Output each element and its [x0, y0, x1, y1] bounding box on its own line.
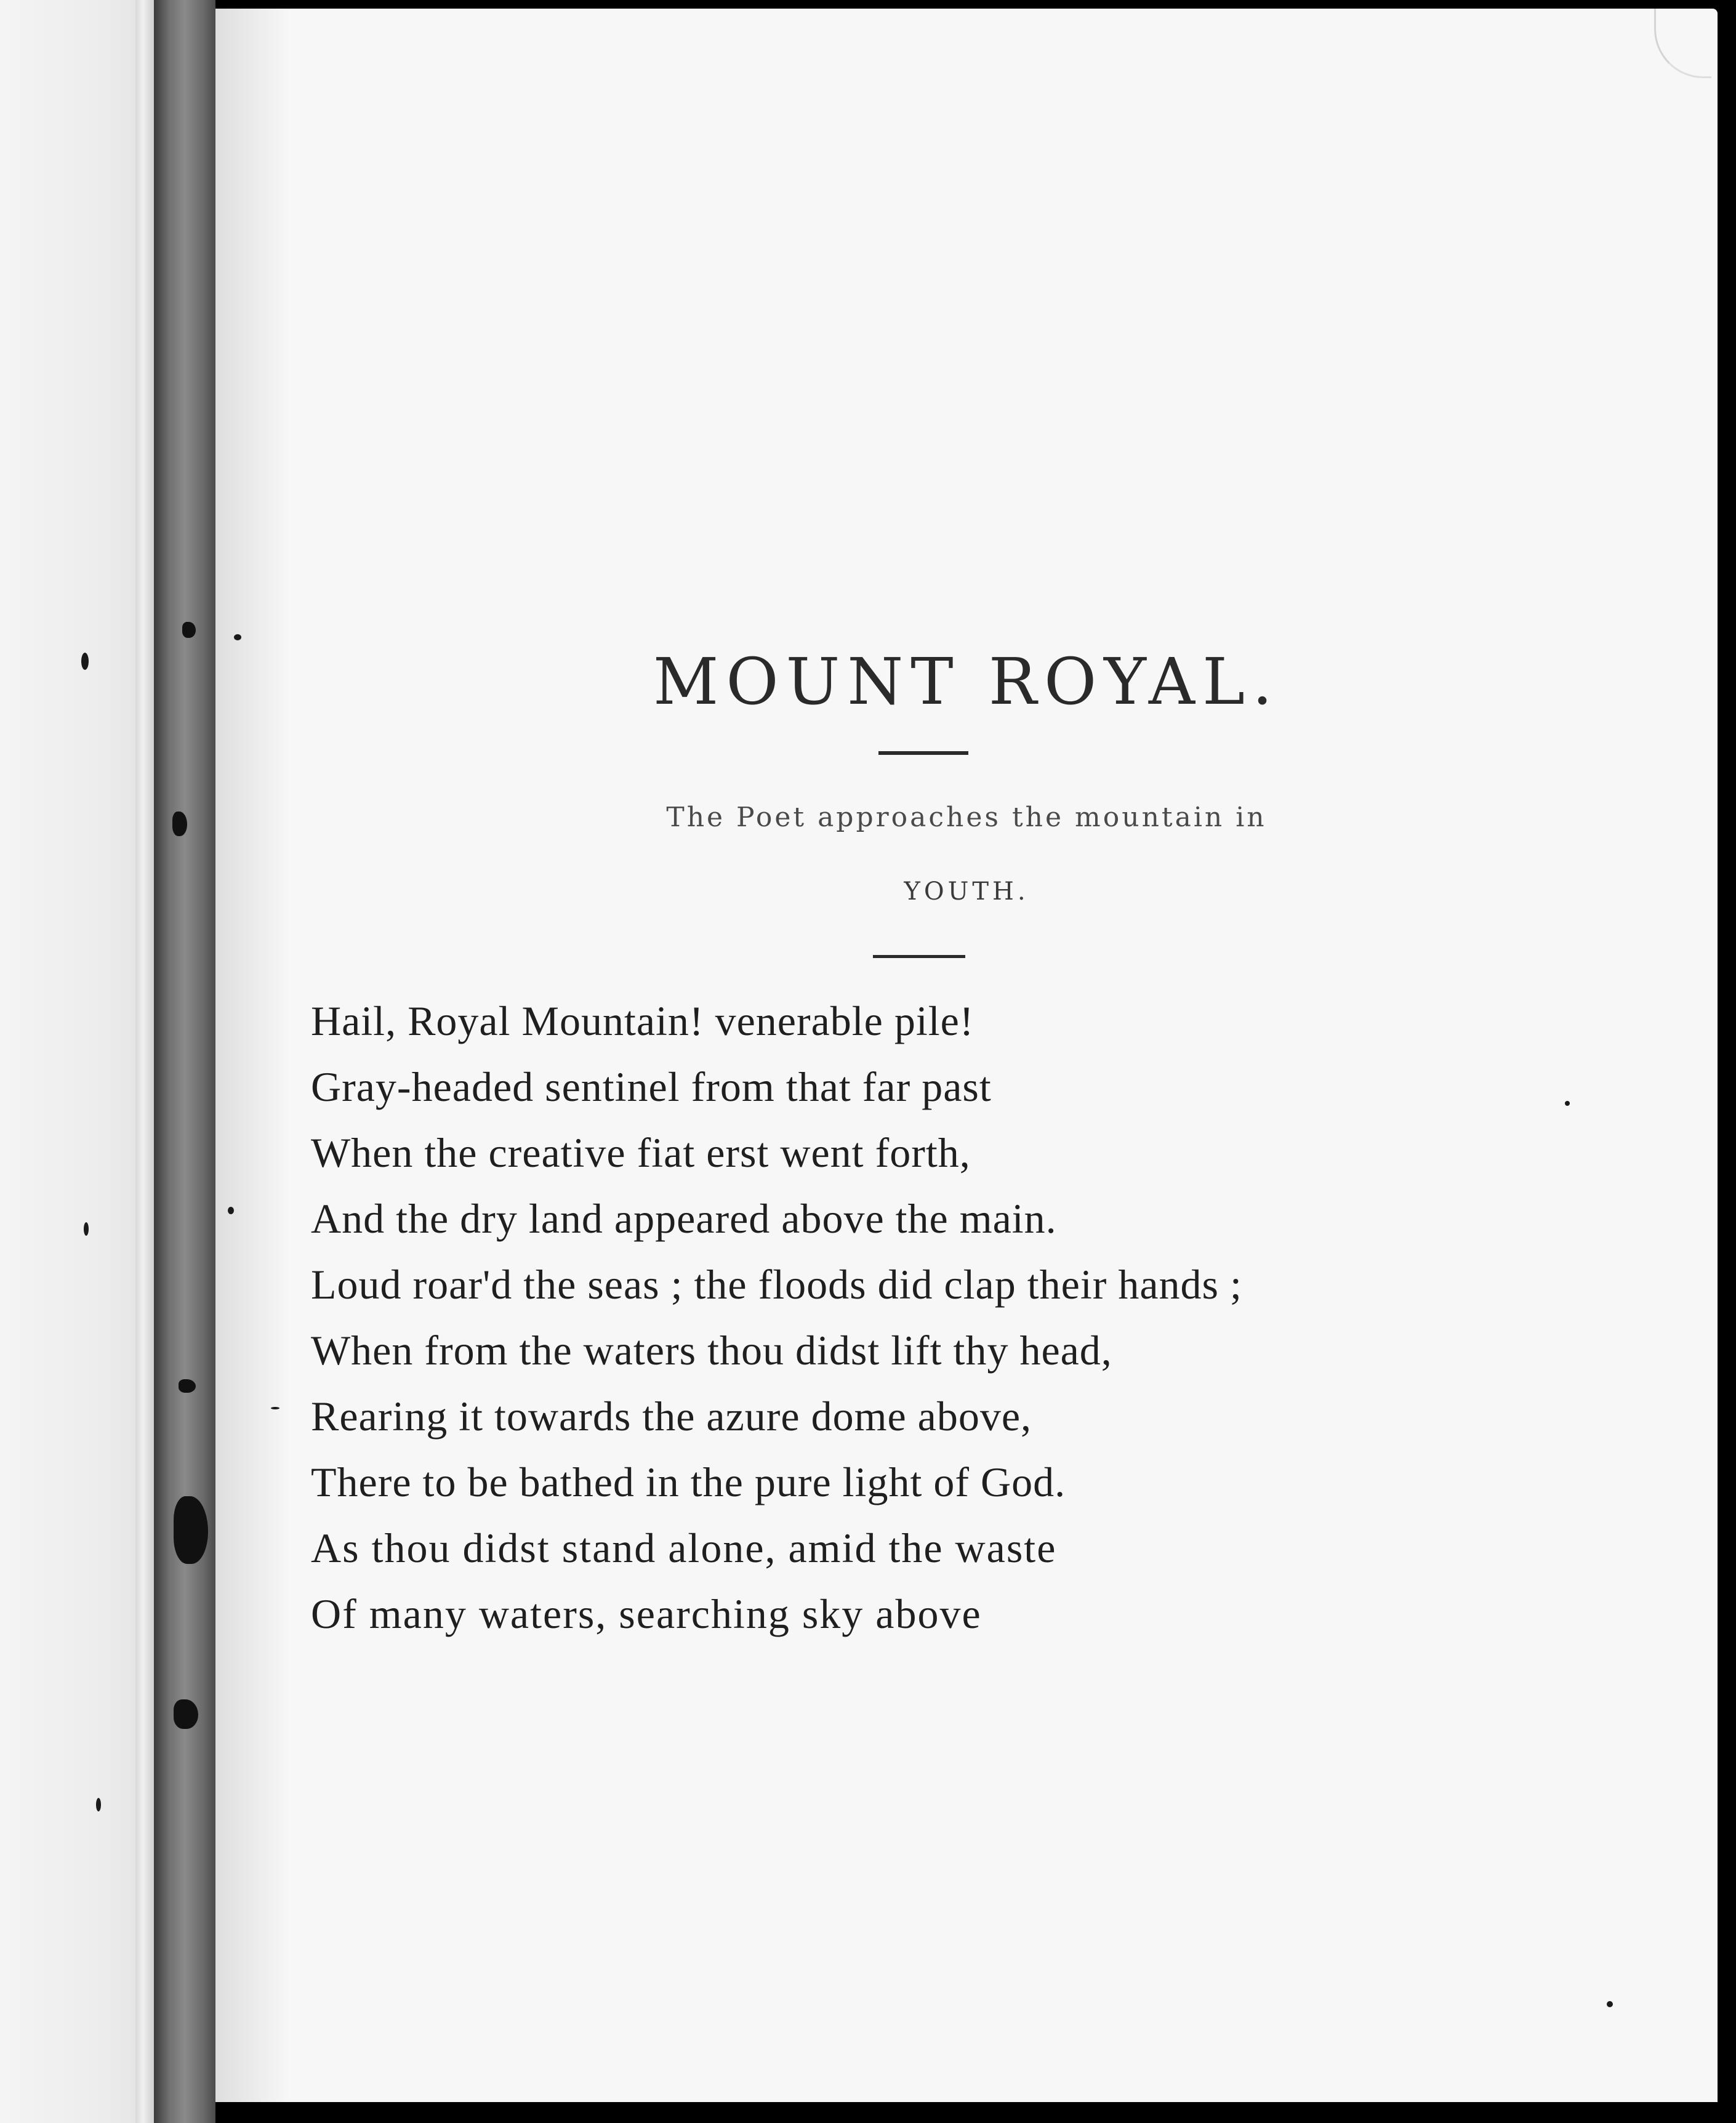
poem-line: And the dry land appeared above the main. — [311, 1195, 1057, 1242]
ink-speck — [84, 1222, 89, 1236]
gutter-shadow — [215, 9, 289, 2102]
ink-speck — [234, 634, 241, 640]
poem-line: There to be bathed in the pure light of God. — [311, 1459, 1066, 1505]
page-title: MOUNT ROYAL. — [653, 644, 1280, 719]
book-gutter — [154, 0, 215, 2123]
poem-line: Gray-headed sentinel from that far past — [311, 1063, 992, 1110]
poem-line: When from the waters thou didst lift thy head, — [311, 1327, 1112, 1374]
ink-speck — [271, 1407, 279, 1409]
page-corner-mark — [1654, 9, 1711, 78]
poem-line: When the creative fiat erst went forth, — [311, 1129, 971, 1176]
section-subtitle: The Poet approaches the mountain in — [666, 802, 1267, 833]
ink-speck — [1607, 2001, 1613, 2007]
title-rule — [878, 751, 968, 755]
poem-line: Hail, Royal Mountain! venerable pile! — [311, 997, 974, 1044]
ink-stain — [172, 812, 187, 836]
ink-speck — [81, 653, 89, 670]
facing-page-edge — [0, 0, 154, 2123]
ink-stain — [179, 1379, 196, 1393]
poem-line: Of many waters, searching sky above — [311, 1590, 982, 1637]
subtitle-rule — [873, 955, 965, 958]
poem-line: Rearing it towards the azure dome above, — [311, 1393, 1032, 1440]
ink-speck — [228, 1207, 234, 1214]
ink-stain — [182, 622, 196, 638]
poem-text — [311, 988, 1665, 1647]
ink-stain — [174, 1699, 198, 1729]
page-edge — [135, 0, 154, 2123]
poem-line: As thou didst stand alone, amid the waste — [311, 1525, 1057, 1571]
section-subtitle-continued: YOUTH. — [904, 877, 1029, 906]
ink-stain — [174, 1496, 208, 1564]
poem-line: Loud roar'd the seas ; the floods did clap their hands ; — [311, 1261, 1242, 1308]
ink-speck — [96, 1798, 101, 1811]
